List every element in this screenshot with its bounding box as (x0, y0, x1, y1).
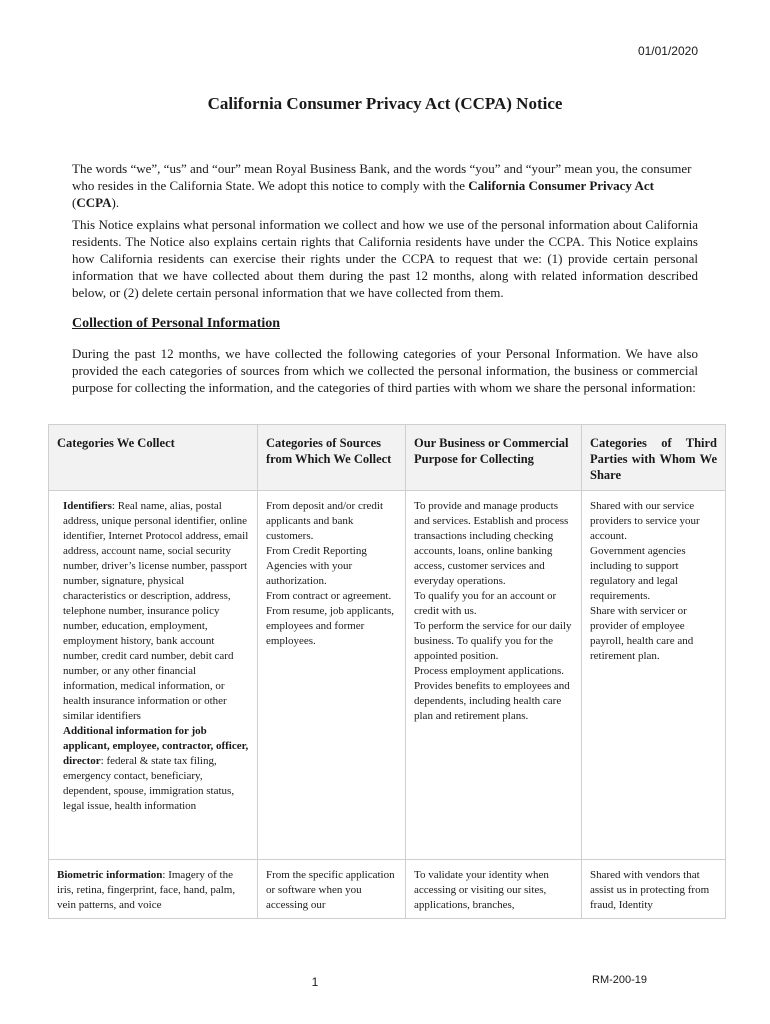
purpose-item: To perform the service for our daily business. To qualify you for the appointed position. (414, 620, 572, 662)
section-heading: Collection of Personal Information (72, 316, 281, 331)
third-party-item: Shared with our service providers to service your account. (590, 500, 700, 542)
source-item: From Credit Reporting Agencies with your authorization. (266, 545, 367, 587)
source-item: From resume, job applicants, employees and former employees. (266, 605, 395, 647)
table-row (49, 491, 726, 860)
document-date: 01/01/2020 (637, 44, 698, 58)
form-code: RM-200-19 (592, 974, 648, 986)
additional-info-text: Additional information for job applicant, employee, contractor, officer, director: federal & state tax filing, emergency contact, beneficiary, dependent, spouse, immigration status, legal issue, health information (63, 725, 249, 812)
cell-sources (258, 491, 406, 860)
document-title: California Consumer Privacy Act (CCPA) Notice (207, 94, 563, 113)
intro-paren-close: ). (111, 195, 120, 210)
intro-paragraph-2: This Notice explains what personal information we collect and how we use of the personal information about California residents. The Notice also explains certain rights that California residents have under the CCPA. This Notice explains how California residents can exercise their rights under the CCPA to request that we: (1) provide certain personal information that we have collected about them during the past 12 months, along with related information described below, or (2) delete certain personal information that we have collected from them. (72, 217, 698, 300)
header-categories-collected: Categories We Collect (49, 425, 258, 491)
identifiers-text: Identifiers: Real name, alias, postal address, unique personal identifier, online identifier, Internet Protocol address, email address, account name, social security number, driver’s license number, passport number, signature, physical characteristics or description, address, telephone number, insurance policy number, education, employment, employment history, bank account number, credit card number, debit card number, or any other financial information, medical information, or health insurance information or other similar identifiers (63, 500, 249, 722)
cell-biometric-third-party: Shared with vendors that assist us in protecting from fraud, Identity (582, 860, 726, 919)
cell-third-parties (582, 491, 726, 860)
cell-purposes (406, 491, 582, 860)
section-body: During the past 12 months, we have collected the following categories of your Personal Information. We have also provided the each categories of sources from which we collected the personal information, the business or commercial purpose for collecting the information, and the categories of third parties with whom we share the personal information: (72, 346, 698, 395)
cell-biometric (49, 860, 258, 919)
source-item: From contract or agreement. (266, 590, 392, 602)
intro-paragraph-1 (72, 160, 698, 211)
ccpa-full-name: California Consumer Privacy Act (468, 178, 654, 193)
header-sources: Categories of Sources from Which We Collect (258, 425, 406, 491)
ccpa-abbreviation: CCPA (76, 195, 112, 210)
header-third-parties: Categories of Third Parties with Whom We Share (582, 425, 726, 491)
purpose-item: To provide and manage products and services. Establish and process transactions including checking accounts, loans, online banking access, customer services and everyday operations. (414, 500, 569, 587)
purpose-item: To qualify you for an account or credit with us. (414, 590, 557, 617)
collection-table (48, 424, 726, 919)
table-row (49, 860, 726, 919)
header-purpose: Our Business or Commercial Purpose for Collecting (406, 425, 582, 491)
biometric-text: Biometric information: Imagery of the iris, retina, fingerprint, face, hand, palm, vein patterns, and voice (57, 869, 236, 911)
cell-biometric-purpose: To validate your identity when accessing or visiting our sites, applications, branches, (406, 860, 582, 919)
intro-text: The words “we”, “us” and “our” mean Royal Business Bank, and the words “you” and “your” mean you, the consumer who resides in the California State. We adopt this notice to comply with the (72, 161, 692, 193)
cell-biometric-source: From the specific application or software when you accessing our (258, 860, 406, 919)
table-header-row (49, 425, 726, 491)
third-party-item: Share with servicer or provider of employee payroll, health care and retirement plan. (590, 605, 694, 662)
purpose-item: Process employment applications. Provides benefits to employees and dependents, including health care plan and retirement plans. (414, 665, 570, 722)
intro-paren-open: ( (72, 195, 77, 210)
cell-identifiers (49, 491, 258, 860)
third-party-item: Government agencies including to support regulatory and legal requirements. (590, 545, 686, 602)
source-item: From deposit and/or credit applicants and bank customers. (266, 500, 384, 542)
page-number: 1 (311, 975, 319, 989)
